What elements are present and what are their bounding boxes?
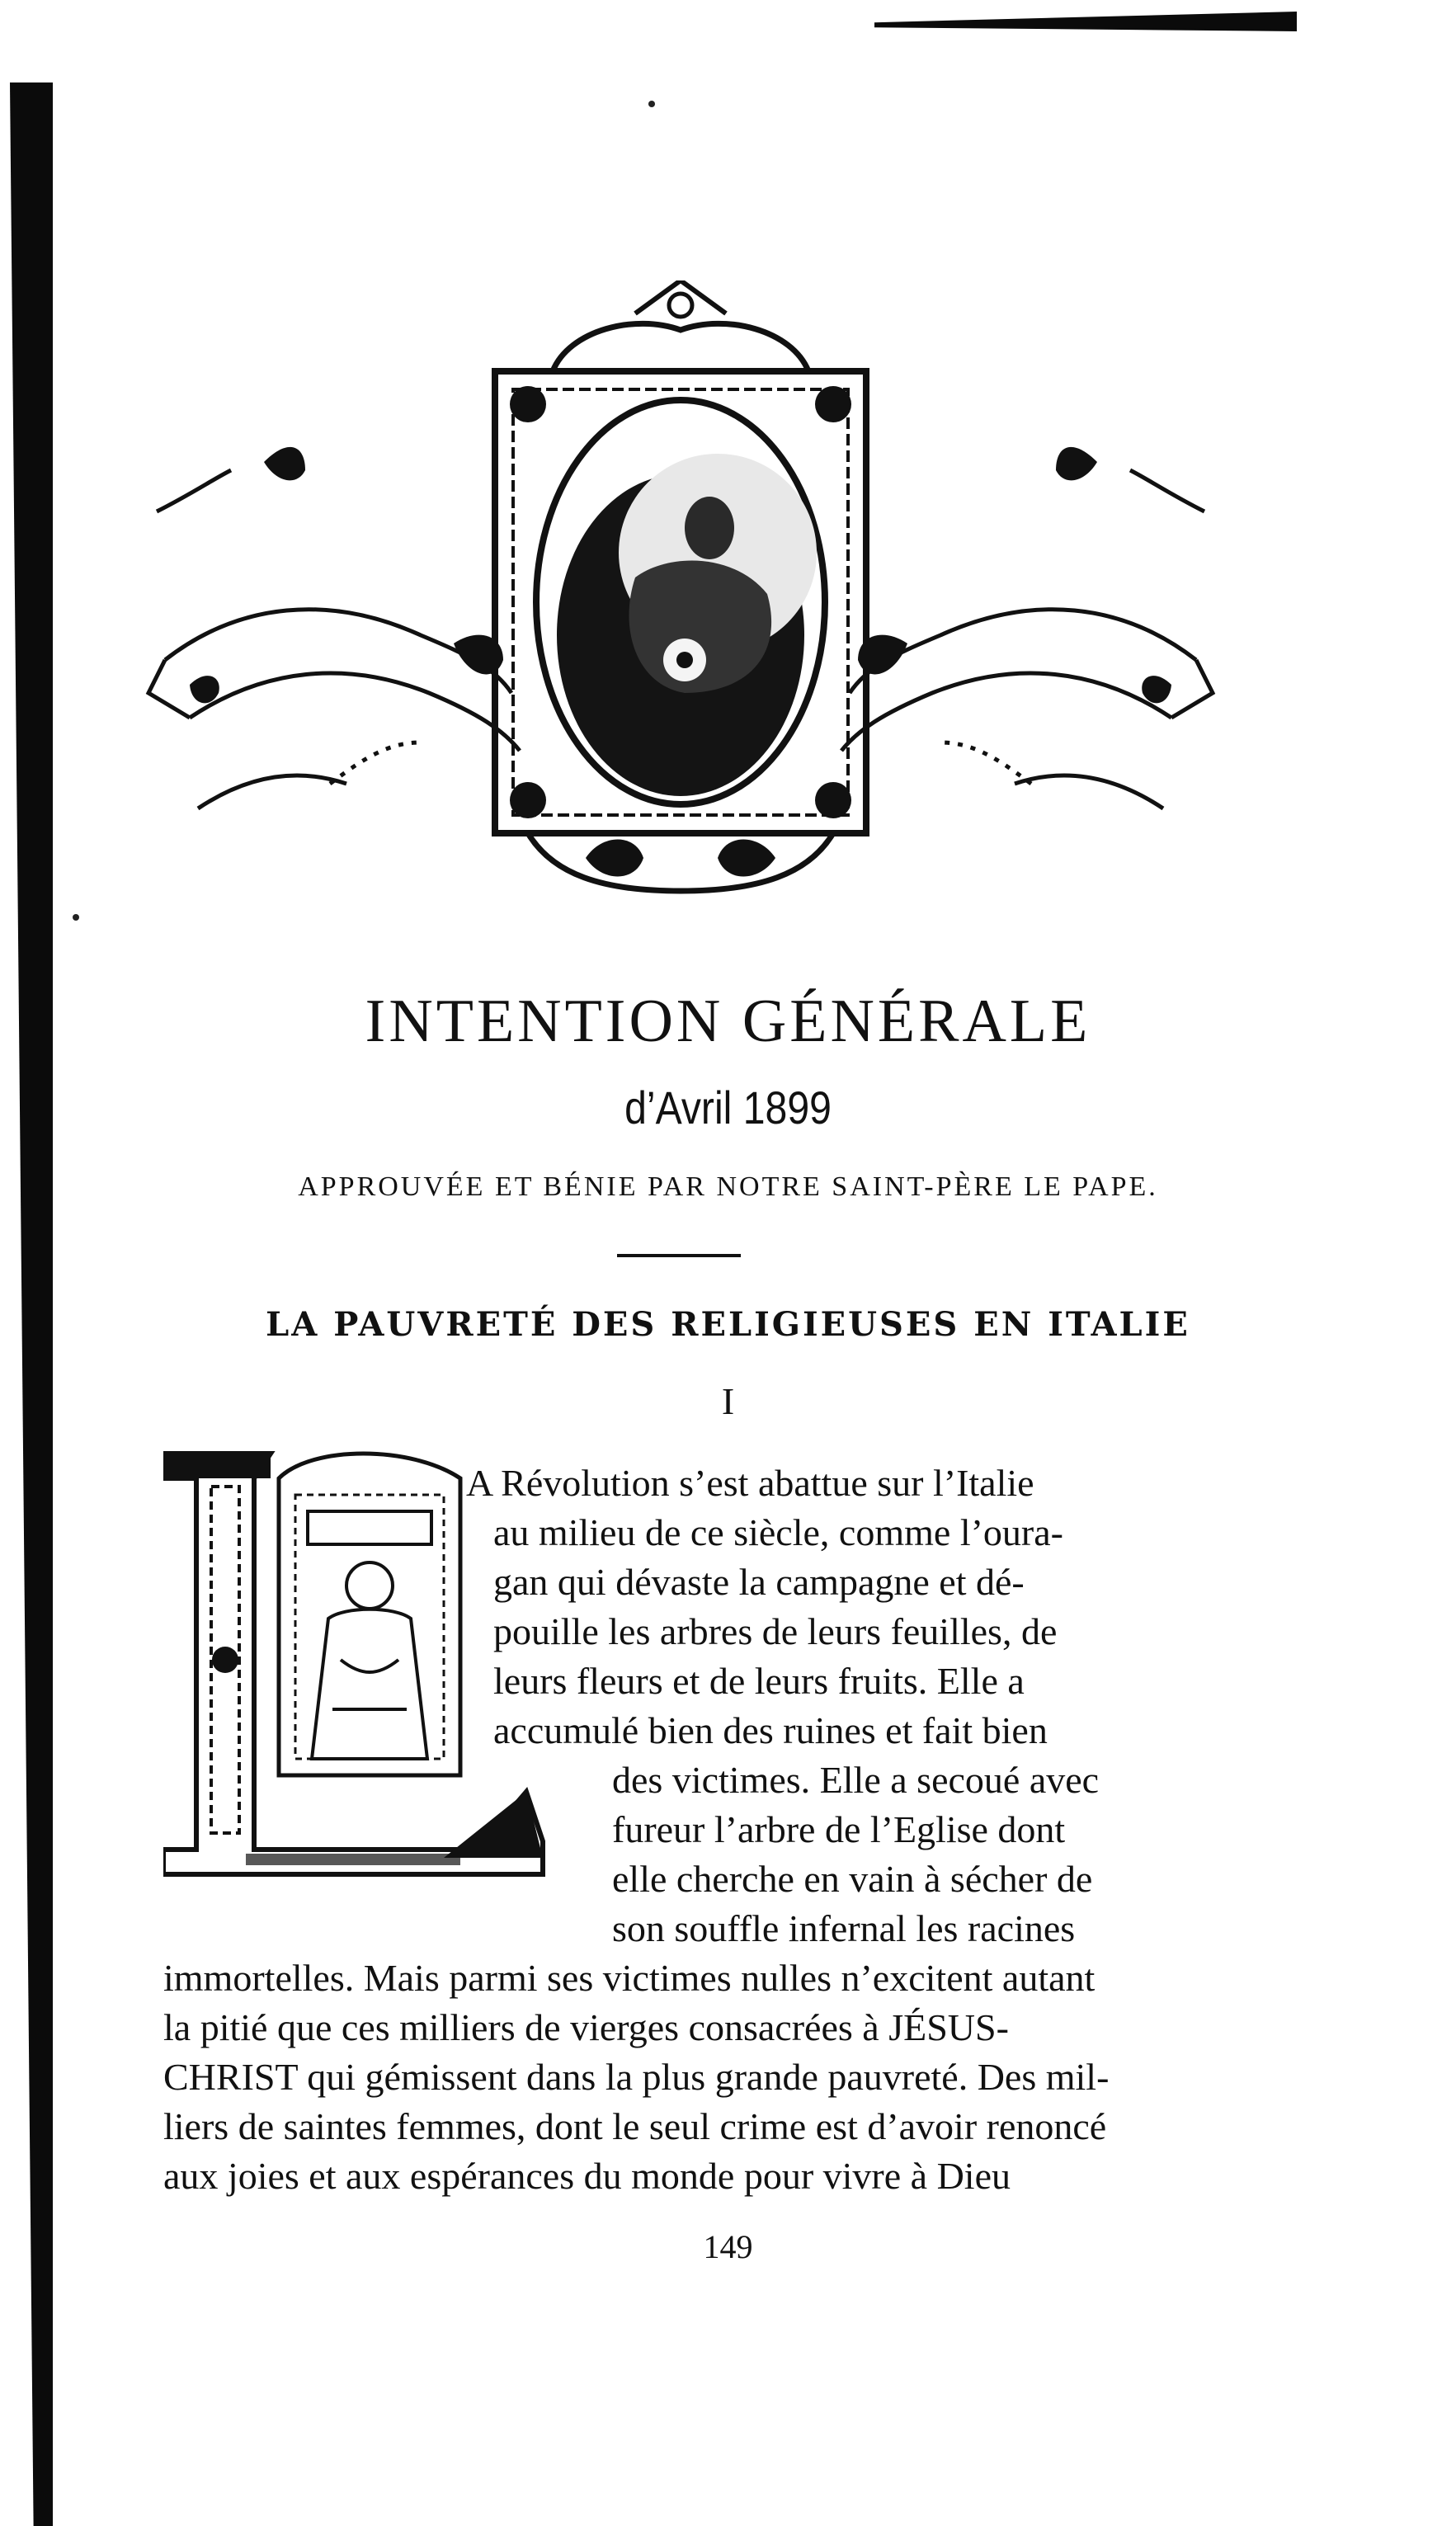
body-text-line: liers de saintes femmes, dont le seul crime est d’avoir renoncé [163, 2105, 1107, 2147]
body-text-line: gan qui dévaste la campagne et dé- [493, 1561, 1025, 1603]
headpiece-ornament-illustration [140, 280, 1221, 932]
page-title: INTENTION GÉNÉRALE [365, 987, 1091, 1055]
body-text-line: elle cherche en vain à sécher de [612, 1858, 1093, 1900]
body-text-line: leurs fleurs et de leurs fruits. Elle a [493, 1660, 1025, 1702]
scan-edge-rule [874, 12, 1297, 31]
scan-speck [648, 101, 655, 107]
body-text-line: son souffle infernal les racines [612, 1907, 1076, 1949]
body-text-line: au milieu de ce siècle, comme l’oura- [493, 1511, 1063, 1553]
body-text-line: aux joies et aux espérances du monde pour vivre à Dieu [163, 2155, 1011, 2197]
section-title: LA PAUVRETÉ DES RELIGIEUSES EN ITALIE [266, 1305, 1190, 1344]
body-text-line: accumulé bien des ruines et fait bien [493, 1709, 1048, 1751]
body-text-line: fureur l’arbre de l’Eglise dont [612, 1808, 1066, 1850]
body-text-line: immortelles. Mais parmi ses victimes nulles n’excitent autant [163, 1957, 1096, 1999]
divider-rule [617, 1254, 741, 1257]
section-numeral: I [721, 1380, 735, 1422]
body-text-line: A Révolution s’est abattue sur l’Italie [466, 1462, 1034, 1504]
page-number: 149 [703, 2228, 753, 2265]
scan-speck [73, 914, 79, 921]
body-text-line: la pitié que ces milliers de vierges consacrées à JÉSUS- [163, 2006, 1009, 2048]
left-ornament-flourish [190, 447, 503, 703]
book-spine-shadow [10, 82, 53, 2526]
body-text-line: CHRIST qui gémissent dans la plus grande pauvreté. Des mil- [163, 2056, 1110, 2098]
right-ornament-flourish [858, 447, 1171, 703]
approval-line: APPROUVÉE ET BÉNIE PAR NOTRE SAINT-PÈRE LE PAPE. [298, 1171, 1158, 1202]
body-text-line: des victimes. Elle a secoué avec [612, 1759, 1100, 1801]
enthroned-saint-figure [312, 1562, 427, 1759]
drop-cap-letter: L [163, 1445, 164, 1446]
body-text-line: pouille les arbres de leurs feuilles, de [493, 1610, 1058, 1652]
page-subtitle-date: d’Avril 1899 [624, 1082, 832, 1133]
